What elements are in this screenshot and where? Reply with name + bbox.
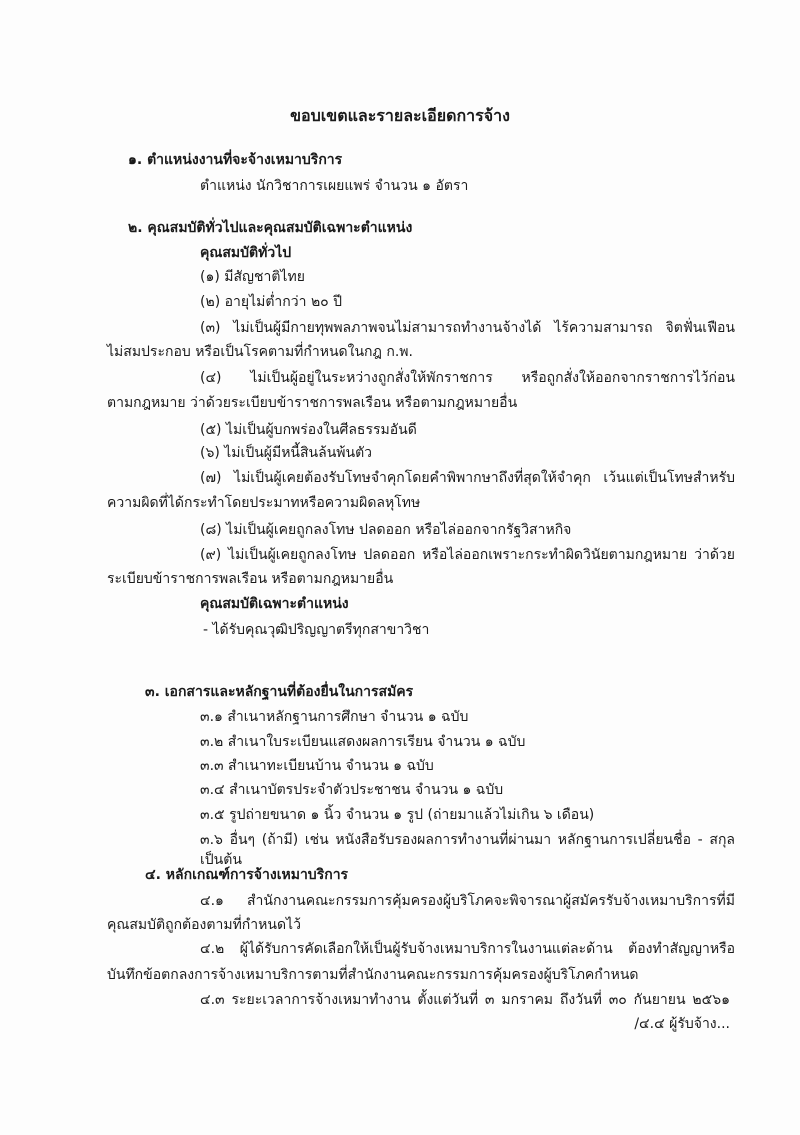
qualification-item-cont: ระเบียบข้าราชการพลเรือน หรือตามกฎหมายอื่น — [107, 571, 394, 587]
qualification-item: (๖) ไม่เป็นผู้มีหนี้สินล้นพ้นตัว — [200, 445, 373, 461]
qualification-item: (๗) ไม่เป็นผู้เคยต้องรับโทษจำคุกโดยคำพิพากษาถึงที่สุดให้จำคุก เว้นแต่เป็นโทษสำหรับ — [200, 470, 735, 486]
criteria-item-cont: คุณสมบัติถูกต้องตามที่กำหนดไว้ — [107, 917, 301, 933]
document-item: ๓.๖ อื่นๆ (ถ้ามี) เช่น หนังสือรับรองผลการทำงานที่ผ่านมา หลักฐานการเปลี่ยนชื่อ - สกุล เป็นต้น — [200, 832, 735, 868]
qualification-item-cont: ความผิดที่ได้กระทำโดยประมาทหรือความผิดลหุโทษ — [107, 495, 421, 511]
qualification-item: (๕) ไม่เป็นผู้บกพร่องในศีลธรรมอันดี — [200, 422, 417, 438]
qualification-item-cont: ไม่สมประกอบ หรือเป็นโรคตามที่กำหนดในกฎ ก.พ. — [107, 344, 413, 360]
criteria-item: ๔.๑ สำนักงานคณะกรรมการคุ้มครองผู้บริโภคจะพิจารณาผู้สมัครรับจ้างเหมาบริการที่มี — [200, 893, 735, 909]
specific-qualification-item: - ได้รับคุณวุฒิปริญญาตรีทุกสาขาวิชา — [203, 622, 430, 638]
qualification-item: (๘) ไม่เป็นผู้เคยถูกลงโทษ ปลดออก หรือไล่ออกจากรัฐวิสาหกิจ — [200, 522, 572, 538]
document-item: ๓.๔ สำเนาบัตรประจำตัวประชาชน จำนวน ๑ ฉบับ — [200, 782, 504, 798]
continuation-note: /๔.๔ ผู้รับจ้าง... — [634, 1016, 730, 1032]
qualification-item: (๙) ไม่เป็นผู้เคยถูกลงโทษ ปลดออก หรือไล่ออกเพราะกระทำผิดวินัยตามกฎหมาย ว่าด้วย — [200, 547, 735, 563]
specific-qualifications-heading: คุณสมบัติเฉพาะตำแหน่ง — [200, 596, 349, 612]
document-item: ๓.๕ รูปถ่ายขนาด ๑ นิ้ว จำนวน ๑ รูป (ถ่ายมาแล้วไม่เกิน ๖ เดือน) — [200, 807, 595, 823]
qualification-item: (๔) ไม่เป็นผู้อยู่ในระหว่างถูกสั่งให้พักราชการ หรือถูกสั่งให้ออกจากราชการไว้ก่อน — [200, 370, 735, 386]
criteria-item: ๔.๒ ผู้ได้รับการคัดเลือกให้เป็นผู้รับจ้างเหมาบริการในงานแต่ละด้าน ต้องทำสัญญาหรือ — [200, 941, 735, 957]
general-qualifications-heading: คุณสมบัติทั่วไป — [200, 245, 292, 261]
criteria-item: ๔.๓ ระยะเวลาการจ้างเหมาทำงาน ตั้งแต่วันที่ ๓ มกราคม ถึงวันที่ ๓๐ กันยายน ๒๕๖๑ — [200, 992, 730, 1008]
section4-heading: ๔. หลักเกณฑ์การจ้างเหมาบริการ — [145, 867, 349, 883]
section2-heading: ๒. คุณสมบัติทั่วไปและคุณสมบัติเฉพาะตำแหน่ง — [128, 220, 413, 236]
criteria-item-cont: บันทึกข้อตกลงการจ้างเหมาบริการตามที่สำนักงานคณะกรรมการคุ้มครองผู้บริโภคกำหนด — [107, 967, 639, 983]
document-item: ๓.๑ สำเนาหลักฐานการศึกษา จำนวน ๑ ฉบับ — [200, 709, 469, 725]
section1-heading: ๑. ตำแหน่งงานที่จะจ้างเหมาบริการ — [128, 152, 343, 168]
section3-heading: ๓. เอกสารและหลักฐานที่ต้องยื่นในการสมัคร — [145, 684, 414, 700]
qualification-item-cont: ตามกฎหมาย ว่าด้วยระเบียบข้าราชการพลเรือน หรือตามกฎหมายอื่น — [107, 395, 518, 411]
document-item: ๓.๓ สำเนาทะเบียนบ้าน จำนวน ๑ ฉบับ — [200, 758, 434, 774]
qualification-item: (๒) อายุไม่ต่ำกว่า ๒๐ ปี — [200, 294, 343, 310]
qualification-item: (๑) มีสัญชาติไทย — [200, 269, 305, 285]
section1-text: ตำแหน่ง นักวิชาการเผยแพร่ จำนวน ๑ อัตรา — [200, 178, 469, 194]
document-item: ๓.๒ สำเนาใบระเบียนแสดงผลการเรียน จำนวน ๑ ฉบับ — [200, 734, 526, 750]
qualification-item: (๓) ไม่เป็นผู้มีกายทุพพลภาพจนไม่สามารถทำงานจ้างได้ ไร้ความสามารถ จิตฟั่นเฟือน — [200, 320, 735, 336]
document-title: ขอบเขตและรายละเอียดการจ้าง — [290, 106, 510, 125]
